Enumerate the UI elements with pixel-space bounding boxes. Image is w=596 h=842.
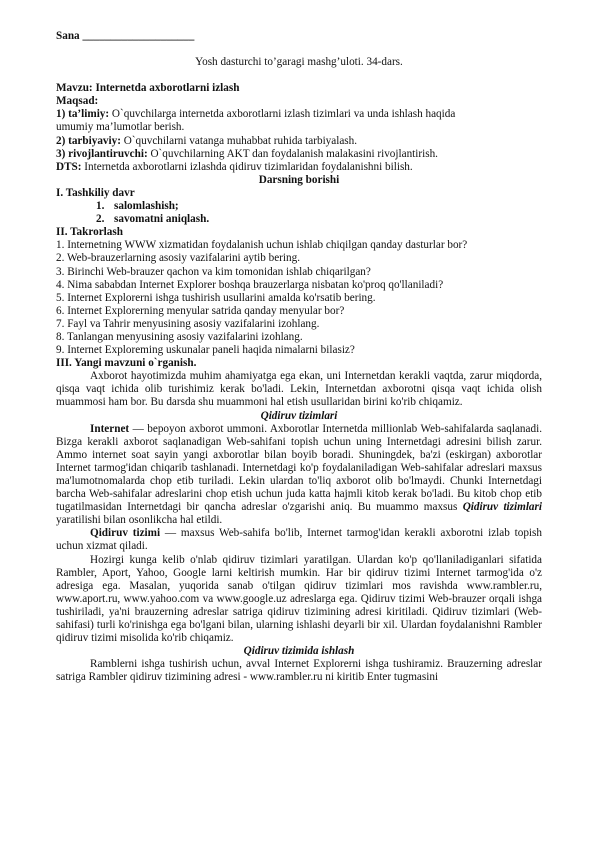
question-item: 5. Internet Explorerni ishga tushirish usullarini amalda ko'rsatib bering. — [56, 291, 376, 304]
rambler-paragraph: Ramblerni ishga tushirish uchun, avval Internet Explorerni ishga tushiramiz. Brauzerning adreslar satriga Rambler qidiruv tizimining adresi - www.rambler.ru ni kiritib Enter tugmasini — [56, 658, 542, 684]
question-item: 2. Web-brauzerlarning asosiy vazifalarini aytib bering. — [56, 252, 300, 265]
list-text: savomatni aniqlash. — [114, 213, 210, 226]
question-item: 8. Tanlangan menyusining asosiy vazifalarini izohlang. — [56, 330, 303, 343]
goal-label-4: DTS: — [56, 160, 82, 173]
question-item: 4. Nima sababdan Internet Explorer boshqa brauzerlarga nisbatan ko'proq qo'llaniladi? — [56, 278, 444, 291]
intro-paragraph: Axborot hayotimizda muhim ahamiyatga ega ekan, uni Internetdan kerakli vaqtda, zarur miqdorda, qisqa vaqt ichida olib turishimiz kerak bo'ladi. Lekin, Internetdan axborotni qisqa vaqt ichida olish muammosi ham bor. Bu darsda shu muammoni hal etish usullaridan birini ko'rib chiqamiz. — [56, 370, 542, 409]
goal-label-2: 2) tarbiyaviy: — [56, 134, 121, 147]
date-label: Sana — [56, 30, 80, 42]
goal-text-3: O`quvchilarning AKT dan foydalanish malakasini rivojlantirish. — [150, 147, 438, 160]
search-systems-paragraph: Hozirgi kunga kelib o'nlab qidiruv tizimlari yaratilgan. Ulardan ko'p qo'llaniladiganlari sifatida Rambler, Aport, Yahoo, Google larni keltirish mumkin. Har bir qidiruv tizimi Internet tarmog'ida o'z adresiga ega. Masalan, yuqorida sanab o'tilgan qidiruv tizimlari mos ravishda www.rambler.ru, www.aport.ru, www.yahoo.com va www.google.uz adreslarga ega. Qidiruv tizimi Web-brauzer orqali ishga tushiriladi, ya'ni brauzerning adreslar satriga qidiruv tizimining adresi kiritiladi. Qidiruv tizimlari (Web-sahifasi) turli ko'rinishga ega bo'lgani bilan, ularning ishlashi deyarli bir xil. Ulardan foydalanishni Rambler qidiruv tizimi misolida ko'rib chiqamiz. — [56, 553, 542, 645]
goal-label-1: 1) ta’limiy: — [56, 108, 110, 121]
list-text: salomlashish; — [114, 200, 179, 213]
list-number: 1. — [96, 200, 105, 213]
list-item — [56, 200, 542, 213]
date-line — [56, 30, 542, 43]
section1-title: I. Tashkiliy davr — [56, 186, 135, 199]
section2-title: II. Takrorlash — [56, 226, 123, 239]
internet-text-a: — bepoyon axborot ummoni. Axborotlar Internetda millionlab Web-sahifalarda saqlanadi. Bizga kerakli axborot saqlanadigan Web-sahifani topish uchun uning Internetdagi adresini bilish zarur. Ammo internet soat sayin yangi axborotlar bilan boyib boradi. Shuningdek, ba'zi (eskirgan) axborotlar Internet tarmog'idan chiqarib tashlanadi. Internetdagi ko'p foydalaniladigan Web-sahifalar adreslari maxsus ma'lumotnomalarda chop etib turiladi. Lekin ulardan to'liq axborot olib bo'lmaydi. Chunki Internetdagi barcha Web-sahifalar adreslarini chop etish uchun juda katta hajmli kitob kerak bo'ladi. Bu kitob chop etib tugatilmasidan Internetdagi bir qancha adreslar o'zgarishi aniq. Bu muammo maxsus — [56, 422, 542, 514]
section3-title: III. Yangi mavzuni o`rganish. — [56, 357, 197, 370]
goal-item — [56, 161, 542, 174]
search-system-term: Qidiruv tizimi — [90, 527, 161, 540]
list-number: 2. — [96, 213, 105, 226]
goal-text-2: O`quvchilarni vatanga muhabbat ruhida tarbiyalash. — [123, 134, 358, 147]
internet-term: Internet — [90, 422, 130, 435]
search-system-text: — maxsus Web-sahifa bo'lib, Internet tarmog'idan kerakli axborotni izlab topish uchun xizmat qiladi. — [56, 527, 542, 553]
question-item: 7. Fayl va Tahrir menyusining asosiy vazifalarini izohlang. — [56, 317, 320, 330]
topic-label: Mavzu: — [56, 82, 93, 95]
question-item: 3. Birinchi Web-brauzer qachon va kim tomonidan ishlab chiqarilgan? — [56, 265, 371, 278]
lesson-title: Darsning borishi — [258, 173, 340, 186]
goal-text-1: O`quvchilarga internetda axborotlarni izlash tizimlari va unda ishlash haqida — [111, 108, 456, 121]
topic-line — [56, 82, 542, 95]
course-line: Yosh dasturchi to’garagi mashg’uloti. 34-dars. — [195, 56, 403, 69]
internet-paragraph — [56, 423, 542, 528]
question-item: 6. Internet Explorerning menyular satrida qanday menyular bor? — [56, 304, 345, 317]
list-item — [56, 213, 542, 226]
subheading-search-systems: Qidiruv tizimlari — [260, 409, 338, 422]
goal-text-4: Internetda axborotlarni izlashda qidiruv tizimlaridan foydalanishni bilish. — [84, 160, 413, 173]
goal-label-3: 3) rivojlantiruvchi: — [56, 147, 148, 160]
goal-text-1-cont: umumiy ma’lumotlar berish. — [56, 121, 185, 134]
goal-item — [56, 108, 542, 121]
date-blank: ____________________ — [82, 30, 195, 42]
question-item: 9. Internet Exploreming uskunalar paneli haqida nimalarni bilasiz? — [56, 344, 355, 357]
search-system-definition — [56, 527, 542, 553]
internet-text-b: yaratilishi bilan osonlikcha hal etildi. — [56, 514, 223, 527]
goal-item — [56, 135, 542, 148]
goal-label: Maqsad: — [56, 95, 99, 108]
goal-item — [56, 148, 542, 161]
question-item: 1. Internetning WWW xizmatidan foydalanish uchun ishlab chiqilgan qanday dasturlar bor? — [56, 239, 468, 252]
topic-text: Internetda axborotlarni izlash — [95, 82, 240, 95]
subheading-working-in-search: Qidiruv tizimida ishlash — [243, 645, 355, 658]
search-systems-term: Qidiruv tizimlari — [462, 501, 542, 514]
